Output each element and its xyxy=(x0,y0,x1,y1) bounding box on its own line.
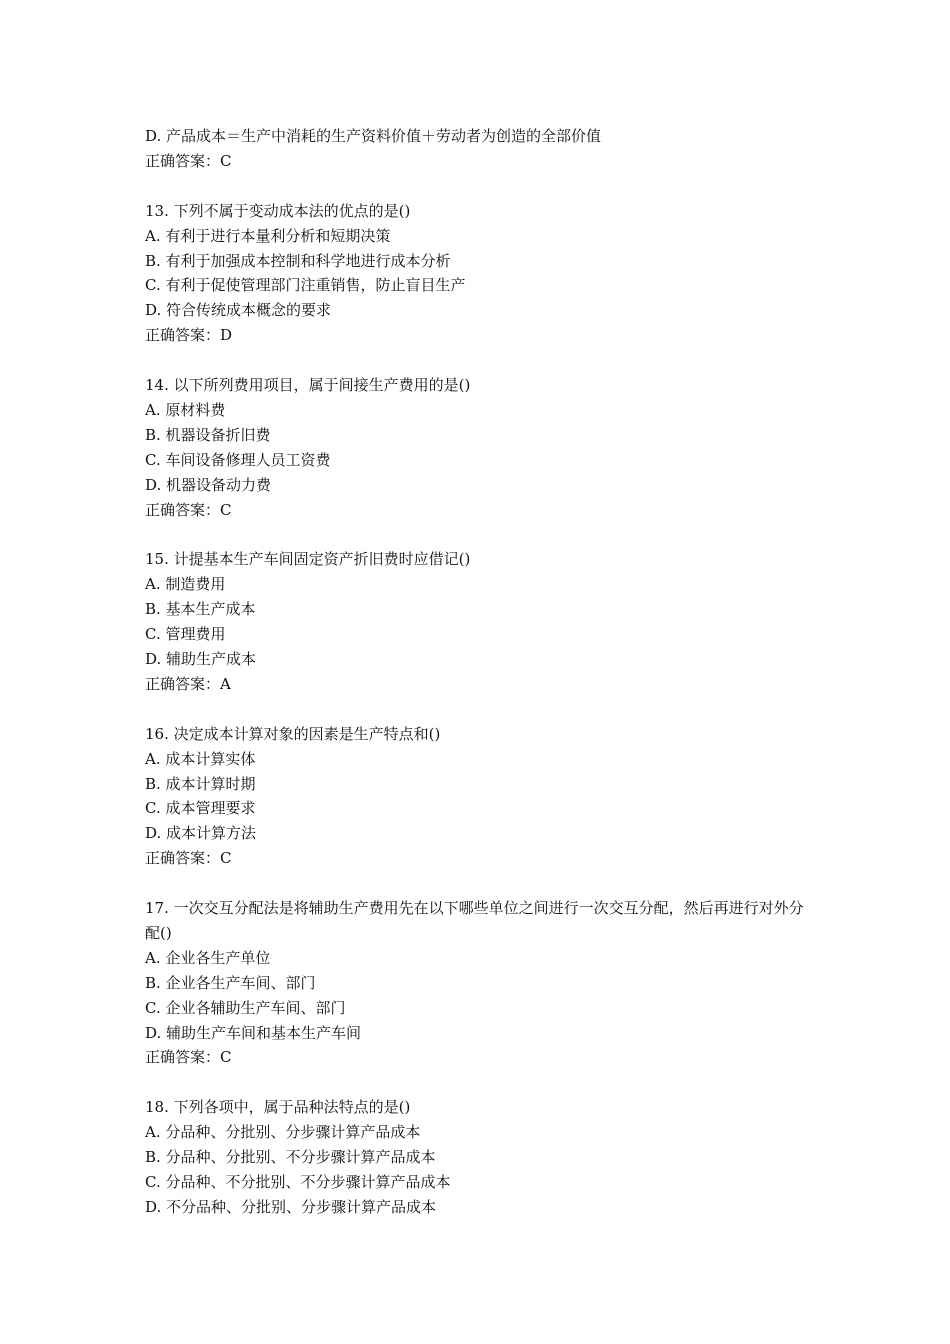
question-17: 17. 一次交互分配法是将辅助生产费用先在以下哪些单位之间进行一次交互分配，然后再进行对外分配() xyxy=(145,899,804,942)
question-14: 14. 以下所列费用项目，属于间接生产费用的是() xyxy=(145,376,471,395)
answer-text: 正确答案：C xyxy=(145,151,232,170)
question-13: 13. 下列不属于变动成本法的优点的是() xyxy=(145,201,411,220)
option-d: D. 产品成本＝生产中消耗的生产资料价值＋劳动者为创造的全部价值 xyxy=(145,127,602,145)
option-d: D. 成本计算方法 xyxy=(145,824,257,843)
spacer xyxy=(145,697,815,722)
option-b: B. 机器设备折旧费 xyxy=(145,425,271,444)
option-a: A. 制造费用 xyxy=(145,575,226,594)
option-a: A. 分品种、分批别、分步骤计算产品成本 xyxy=(145,1123,421,1142)
option-d: D. 符合传统成本概念的要求 xyxy=(145,301,332,320)
option-b: B. 基本生产成本 xyxy=(145,600,256,619)
option-c: C. 成本管理要求 xyxy=(145,799,256,818)
spacer xyxy=(145,348,815,373)
answer-text: 正确答案：A xyxy=(145,674,231,693)
option-d: D. 不分品种、分批别、分步骤计算产品成本 xyxy=(145,1197,437,1216)
spacer xyxy=(145,1070,815,1095)
option-d: D. 机器设备动力费 xyxy=(145,475,272,494)
option-a: A. 成本计算实体 xyxy=(145,749,256,768)
option-a: A. 有利于进行本量利分析和短期决策 xyxy=(145,226,391,245)
option-c: C. 企业各辅助生产车间、部门 xyxy=(145,998,346,1017)
option-c: C. 有利于促使管理部门注重销售，防止盲目生产 xyxy=(145,276,466,295)
question-18: 18. 下列各项中，属于品种法特点的是() xyxy=(145,1098,411,1117)
answer-text: 正确答案：C xyxy=(145,1048,232,1067)
option-b: B. 有利于加强成本控制和科学地进行成本分析 xyxy=(145,251,451,270)
option-a: A. 企业各生产单位 xyxy=(145,948,271,967)
option-b: B. 企业各生产车间、部门 xyxy=(145,973,316,992)
option-c: C. 管理费用 xyxy=(145,625,226,644)
option-b: B. 分品种、分批别、不分步骤计算产品成本 xyxy=(145,1148,436,1167)
spacer xyxy=(145,871,815,896)
spacer xyxy=(145,174,815,199)
document-page xyxy=(145,124,815,1220)
option-d: D. 辅助生产成本 xyxy=(145,649,257,668)
question-16: 16. 决定成本计算对象的因素是生产特点和() xyxy=(145,724,441,743)
option-c: C. 车间设备修理人员工资费 xyxy=(145,450,331,469)
option-b: B. 成本计算时期 xyxy=(145,774,256,793)
option-d: D. 辅助生产车间和基本生产车间 xyxy=(145,1023,362,1042)
question-15: 15. 计提基本生产车间固定资产折旧费时应借记() xyxy=(145,550,471,569)
option-a: A. 原材料费 xyxy=(145,400,226,419)
answer-text: 正确答案：C xyxy=(145,849,232,868)
option-c: C. 分品种、不分批别、不分步骤计算产品成本 xyxy=(145,1172,451,1191)
answer-text: 正确答案：C xyxy=(145,500,232,519)
answer-text: 正确答案：D xyxy=(145,326,233,345)
spacer xyxy=(145,522,815,547)
